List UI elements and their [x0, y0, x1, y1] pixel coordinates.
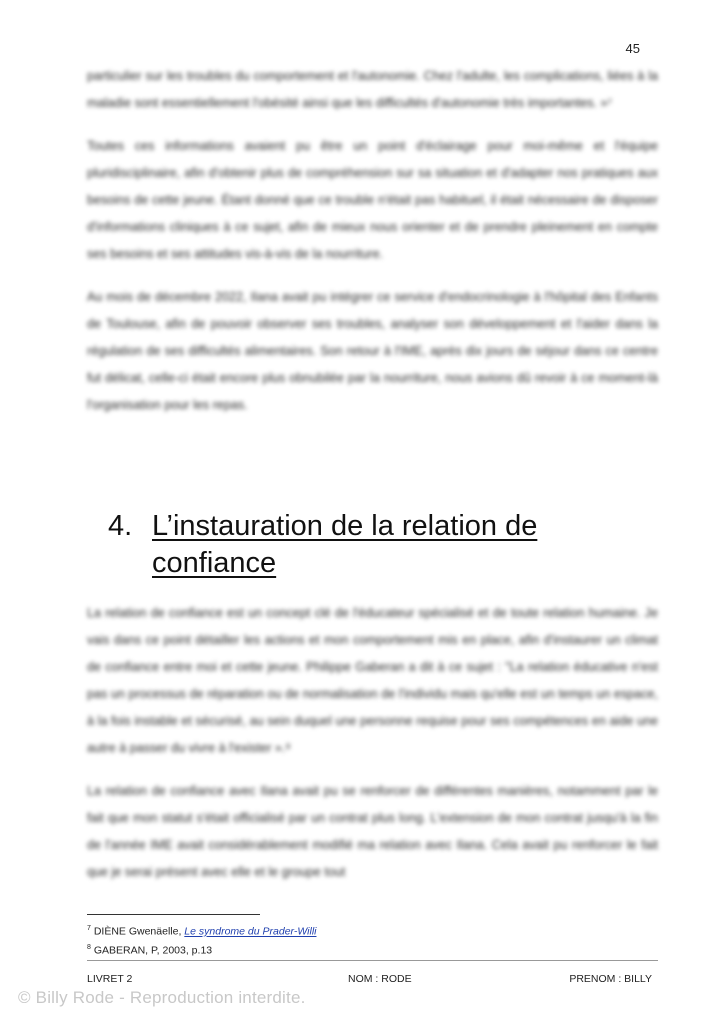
paragraph: La relation de confiance avec Ilana avait pu se renforcer de différentes manières, notamment par le fait que mon statut s'était officialisé par un contrat plus long. L'extension de mon contrat jusqu'à la fin de l'année IME avait considérablement modifié ma relation avec Ilana. Cela avait pu renforcer le fait que je serai présent avec elle et le groupe tout [87, 784, 658, 879]
footer-left: LIVRET 2 [87, 973, 133, 985]
footnote [87, 921, 587, 940]
paragraph: Toutes ces informations avaient pu être un point d'éclairage pour moi-même et l'équipe pluridisciplinaire, afin d'obtenir plus de compréhension sur sa situation et d'adapter nos pratiques aux besoins de cette jeune. Étant donné que ce trouble n'était pas habituel, il était nécessaire de disposer d'informations cliniques à ce sujet, afin de mieux nous orienter et de prendre pleinement en compte ses besoins et ses attitudes vis-à-vis de la nourriture. [87, 139, 658, 261]
paragraph: La relation de confiance est un concept clé de l'éducateur spécialisé et de toute relation humaine. Je vais dans ce point détailler les actions et mon comportement mis en place, afin d'instaurer un climat de confiance entre moi et cette jeune. Philippe Gaberan a dit à ce sujet : "La relation éducative n'est pas un processus de réparation ou de normalisation de l'individu mais qu'elle est un temps un espace, à la fois instable et sécurisé, au sein duquel une personne requise pour ses compétences en aide une autre à passer du vivre à l'exister ».⁸ [87, 606, 658, 755]
footnote [87, 940, 587, 959]
footer-center: NOM : RODE [348, 973, 412, 985]
section-title: L’instauration de la relation de confiance [152, 510, 538, 579]
footnote-link[interactable]: Le syndrome du Prader-Willi [184, 925, 317, 938]
footer-right: PRENOM : BILLY [569, 973, 652, 985]
footnote-marker: 7 [87, 925, 91, 932]
page-number: 45 [625, 41, 640, 56]
footnote-marker: 8 [87, 943, 91, 951]
paragraph: Au mois de décembre 2022, Ilana avait pu intégrer ce service d'endocrinologie à l'hôpital des Enfants de Toulouse, afin de pouvoir observer ses troubles, analyser son développement et l'aider dans la régulation de ses difficultés alimentaires. Son retour à l'IME, après dix jours de séjour dans ce centre fut délicat, celle-ci était encore plus obnubilée par la nourriture, nous avions dû revoir à ce moment-là l'organisation pour les repas. [87, 290, 658, 412]
footer-divider [87, 960, 658, 961]
footnote-text: DIÈNE Gwenäelle, [93, 925, 185, 938]
section-number: 4. [108, 510, 133, 542]
footnotes [87, 921, 587, 958]
body-text-top [87, 63, 658, 435]
footnote-divider [87, 914, 260, 915]
footnote-text: GABERAN, P, 2003, p.13 [93, 944, 213, 956]
body-text-bottom [87, 600, 658, 902]
paragraph: particulier sur les troubles du comportement et l'autonomie. Chez l'adulte, les complications, liées à la maladie sont essentiellement l'obésité ainsi que les difficultés d'autonomie très importantes. »⁷ [87, 69, 658, 110]
page-footer [87, 973, 658, 989]
copyright-watermark: © Billy Rode - Reproduction interdite. [18, 988, 306, 1007]
